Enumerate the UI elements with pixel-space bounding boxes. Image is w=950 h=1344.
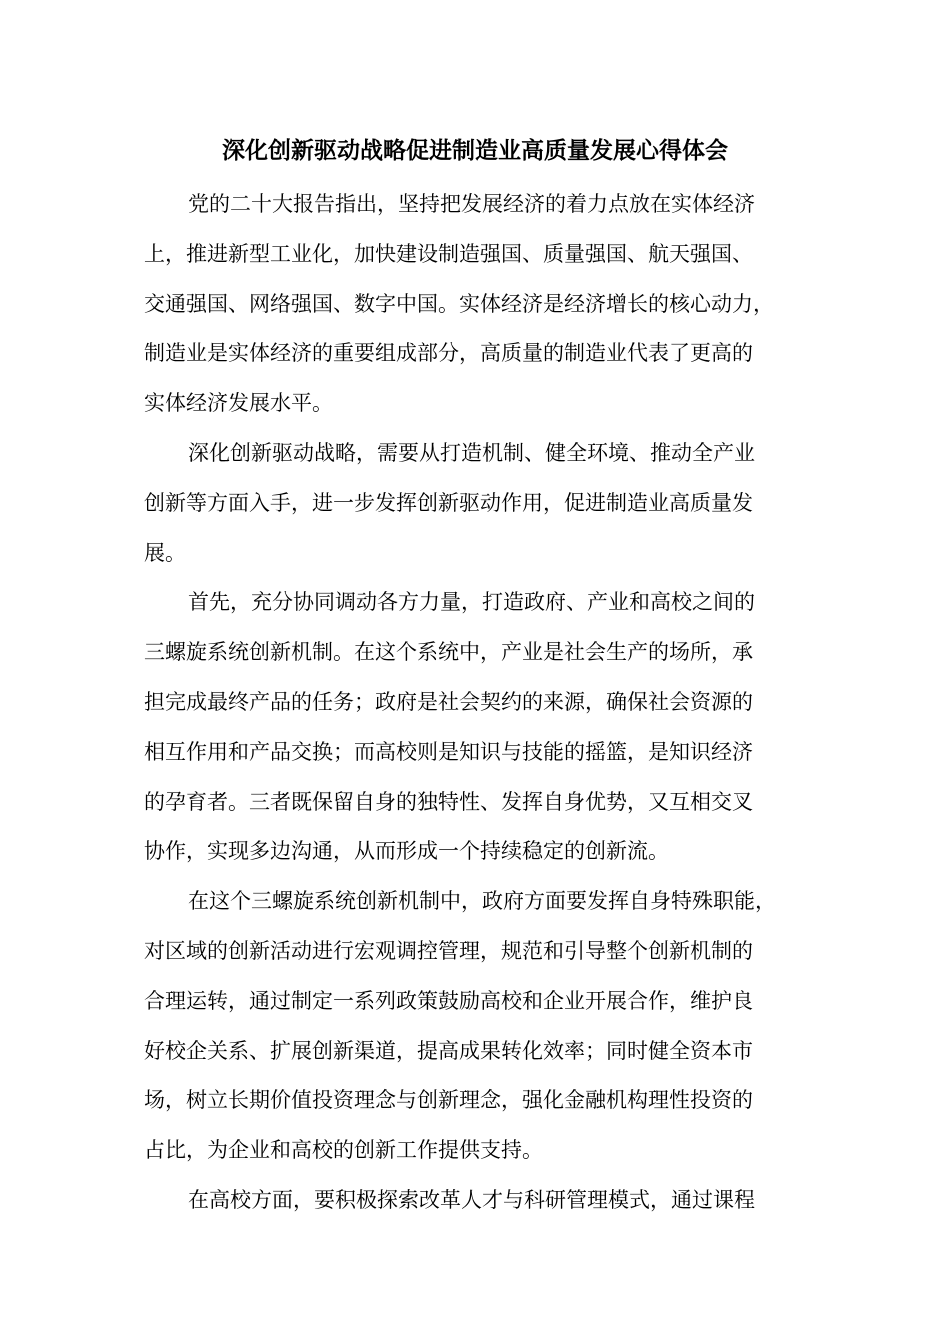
paragraph-3 — [144, 578, 814, 877]
paragraph-line: 三螺旋系统创新机制。在这个系统中，产业是社会生产的场所，承 — [144, 640, 753, 665]
paragraph-line: 好校企关系、扩展创新渠道，提高成果转化效率；同时健全资本市 — [144, 1038, 753, 1063]
paragraph-2 — [144, 429, 814, 578]
paragraph-line: 创新等方面入手，进一步发挥创新驱动作用，促进制造业高质量发 — [144, 490, 753, 515]
paragraph-line: 担完成最终产品的任务；政府是社会契约的来源，确保社会资源的 — [144, 689, 753, 714]
paragraph-5 — [144, 1176, 814, 1226]
paragraph-line: 在高校方面，要积极探索改革人才与科研管理模式，通过课程 — [188, 1187, 755, 1212]
paragraph-line: 制造业是实体经济的重要组成部分，高质量的制造业代表了更高的 — [144, 341, 753, 366]
paragraph-line: 协作，实现多边沟通，从而形成一个持续稳定的创新流。 — [144, 839, 669, 864]
paragraph-line: 展。 — [144, 540, 186, 565]
document-title: 深化创新驱动战略促进制造业高质量发展心得体会 — [222, 138, 728, 164]
paragraph-line: 党的二十大报告指出，坚持把发展经济的着力点放在实体经济 — [188, 192, 755, 216]
paragraph-line: 在这个三螺旋系统创新机制中，政府方面要发挥自身特殊职能， — [188, 889, 776, 914]
paragraph-1 — [144, 180, 814, 429]
paragraph-line: 对区域的创新活动进行宏观调控管理，规范和引导整个创新机制的 — [144, 938, 753, 963]
paragraph-line: 首先，充分协同调动各方力量，打造政府、产业和高校之间的 — [188, 590, 755, 615]
paragraph-4 — [144, 877, 814, 1176]
paragraph-line: 实体经济发展水平。 — [144, 391, 333, 416]
paragraph-line: 的孕育者。三者既保留自身的独特性、发挥自身优势，又互相交叉 — [144, 789, 753, 814]
paragraph-line: 交通强国、网络强国、数字中国。实体经济是经济增长的核心动力， — [144, 291, 774, 316]
paragraph-line: 场，树立长期价值投资理念与创新理念，强化金融机构理性投资的 — [144, 1088, 753, 1113]
paragraph-line: 合理运转，通过制定一系列政策鼓励高校和企业开展合作，维护良 — [144, 988, 753, 1013]
document-body — [144, 180, 814, 1226]
paragraph-line: 上，推进新型工业化，加快建设制造强国、质量强国、航天强国、 — [144, 241, 753, 266]
paragraph-line: 占比，为企业和高校的创新工作提供支持。 — [144, 1138, 543, 1163]
paragraph-line: 相互作用和产品交换；而高校则是知识与技能的摇篮，是知识经济 — [144, 739, 753, 764]
paragraph-line: 深化创新驱动战略，需要从打造机制、健全环境、推动全产业 — [188, 440, 755, 465]
